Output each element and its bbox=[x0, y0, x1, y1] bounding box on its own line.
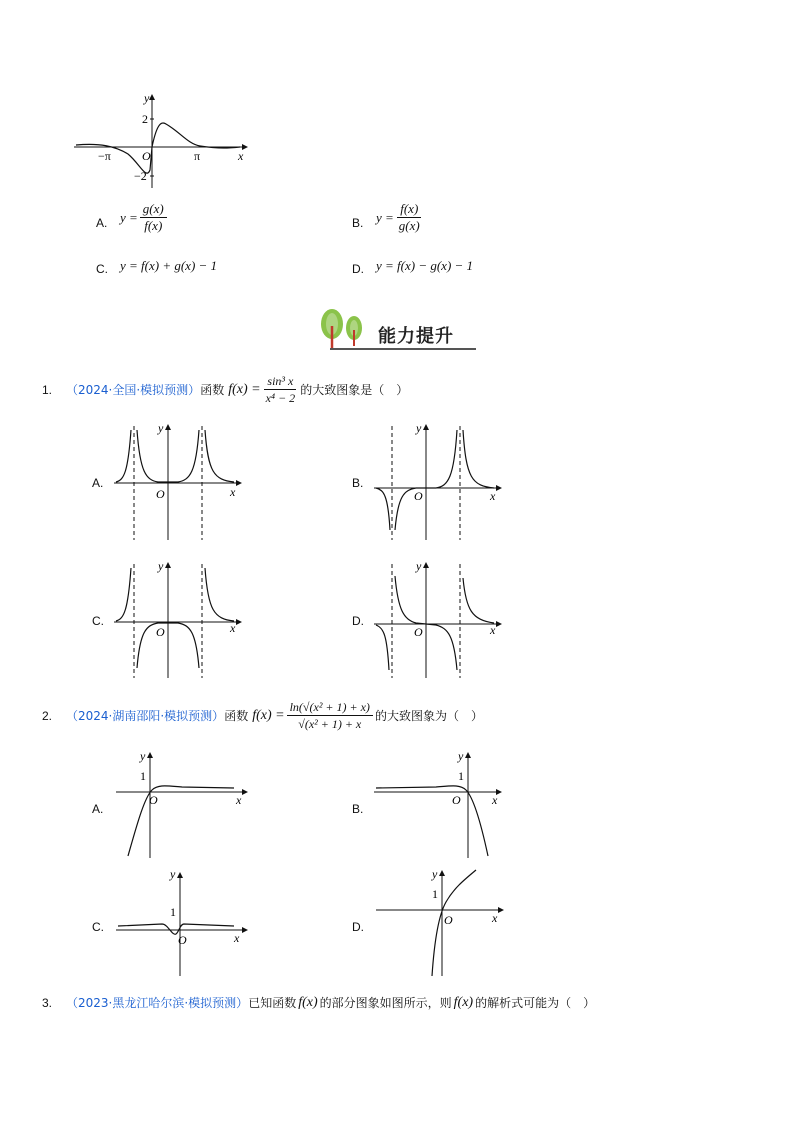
top-function-graph bbox=[70, 88, 250, 193]
origin-label: O bbox=[142, 149, 151, 163]
question-1-number: 1. bbox=[42, 382, 53, 397]
option-b-den: g(x) bbox=[398, 218, 420, 233]
x-tick-pos: π bbox=[194, 149, 201, 163]
question-2 bbox=[42, 700, 483, 731]
y-axis-label: y bbox=[144, 91, 150, 105]
question-2-prefix: 函数 bbox=[224, 709, 249, 723]
question-2-source: （2024·湖南邵阳·模拟预测） bbox=[66, 709, 225, 723]
q2b-x-label: x bbox=[492, 793, 498, 807]
q2-option-b-label: B. bbox=[352, 802, 364, 816]
option-b-formula[interactable] bbox=[376, 202, 425, 233]
option-a-lhs: y = bbox=[120, 209, 138, 225]
section-banner-title: 能力提升 bbox=[378, 326, 454, 347]
question-3-text-a: 已知函数 bbox=[248, 996, 297, 1010]
q2d-origin: O bbox=[444, 913, 453, 927]
question-1-func: f(x) = bbox=[228, 381, 261, 397]
option-a-num: g(x) bbox=[140, 202, 167, 218]
q2-option-b-graph[interactable] bbox=[370, 748, 510, 860]
question-2-den: √(x² + 1) + x bbox=[298, 717, 362, 731]
q2a-y-label: y bbox=[140, 749, 146, 763]
q1-option-b-label: B. bbox=[352, 476, 364, 490]
q1a-x-label: x bbox=[230, 485, 236, 499]
q2-option-a-graph[interactable] bbox=[112, 748, 252, 860]
q2b-one: 1 bbox=[458, 769, 464, 783]
q2b-origin: O bbox=[452, 793, 461, 807]
question-3-func-b: f(x) bbox=[453, 994, 474, 1010]
q1c-y-label: y bbox=[158, 559, 164, 573]
question-3-number: 3. bbox=[42, 995, 53, 1010]
question-2-number: 2. bbox=[42, 708, 53, 723]
question-1-prefix: 函数 bbox=[200, 383, 225, 397]
question-1-suffix: 的大致图象是（ ） bbox=[300, 383, 409, 397]
option-b-num: f(x) bbox=[397, 202, 421, 218]
q1a-y-label: y bbox=[158, 421, 164, 435]
q1-option-a-graph[interactable] bbox=[110, 420, 245, 542]
q2-option-c-label: C. bbox=[92, 920, 104, 934]
q2d-y-label: y bbox=[432, 867, 438, 881]
q1-option-b-graph[interactable] bbox=[370, 420, 505, 542]
tree-icon bbox=[318, 306, 378, 354]
q1c-x-label: x bbox=[230, 621, 236, 635]
q2c-x-label: x bbox=[234, 931, 240, 945]
q2a-one: 1 bbox=[140, 769, 146, 783]
question-1-num: sin³ x bbox=[264, 374, 296, 390]
q1-option-c-label: C. bbox=[92, 614, 104, 628]
y-tick-bottom: −2 bbox=[134, 169, 147, 183]
q2c-origin: O bbox=[178, 933, 187, 947]
q1c-origin: O bbox=[156, 625, 165, 639]
q2b-y-label: y bbox=[458, 749, 464, 763]
option-a-den: f(x) bbox=[144, 218, 163, 233]
q2-option-d-graph[interactable] bbox=[372, 866, 512, 978]
banner-underline bbox=[330, 348, 476, 350]
q1-option-d-graph[interactable] bbox=[370, 558, 505, 680]
question-1-source: （2024·全国·模拟预测） bbox=[66, 383, 201, 397]
question-3 bbox=[42, 994, 595, 1011]
option-b-lhs: y = bbox=[376, 209, 394, 225]
q1b-x-label: x bbox=[490, 489, 496, 503]
question-1 bbox=[42, 374, 408, 405]
option-d-label: D. bbox=[352, 262, 364, 276]
q1-option-c-graph[interactable] bbox=[110, 558, 245, 680]
q1-option-d-label: D. bbox=[352, 614, 364, 628]
question-2-suffix: 的大致图象为（ ） bbox=[374, 709, 483, 723]
q1d-y-label: y bbox=[416, 559, 422, 573]
option-c-formula[interactable]: y = f(x) + g(x) − 1 bbox=[120, 258, 218, 273]
q2-option-d-label: D. bbox=[352, 920, 364, 934]
q2-option-a-label: A. bbox=[92, 802, 104, 816]
question-3-text-b: 的部分图象如图所示，则 bbox=[319, 996, 452, 1010]
q2a-x-label: x bbox=[236, 793, 242, 807]
x-tick-neg: −π bbox=[98, 149, 111, 163]
x-axis-label: x bbox=[238, 149, 244, 163]
option-d-formula[interactable]: y = f(x) − g(x) − 1 bbox=[376, 258, 474, 273]
option-b-label: B. bbox=[352, 216, 364, 230]
q2a-origin: O bbox=[149, 793, 158, 807]
q1a-origin: O bbox=[156, 487, 165, 501]
q1-option-a-label: A. bbox=[92, 476, 104, 490]
q2c-y-label: y bbox=[170, 867, 176, 881]
q2d-one: 1 bbox=[432, 887, 438, 901]
question-3-func-a: f(x) bbox=[298, 994, 318, 1010]
q2-option-c-graph[interactable] bbox=[112, 866, 252, 978]
q2d-x-label: x bbox=[492, 911, 498, 925]
option-c-label: C. bbox=[96, 262, 108, 276]
q1d-origin: O bbox=[414, 625, 423, 639]
q2c-one: 1 bbox=[170, 905, 176, 919]
question-2-func: f(x) = bbox=[252, 707, 285, 723]
question-2-num: ln(√(x² + 1) + x) bbox=[287, 700, 373, 716]
question-3-text-c: 的解析式可能为（ ） bbox=[475, 996, 596, 1010]
q1b-origin: O bbox=[414, 489, 423, 503]
option-a-label: A. bbox=[96, 216, 108, 230]
y-tick-top: 2 bbox=[142, 112, 148, 126]
q1b-y-label: y bbox=[416, 421, 422, 435]
question-3-source: （2023·黑龙江哈尔滨·模拟预测） bbox=[66, 996, 249, 1010]
option-a-formula[interactable] bbox=[120, 202, 169, 233]
question-1-den: x⁴ − 2 bbox=[265, 391, 296, 405]
q1d-x-label: x bbox=[490, 623, 496, 637]
